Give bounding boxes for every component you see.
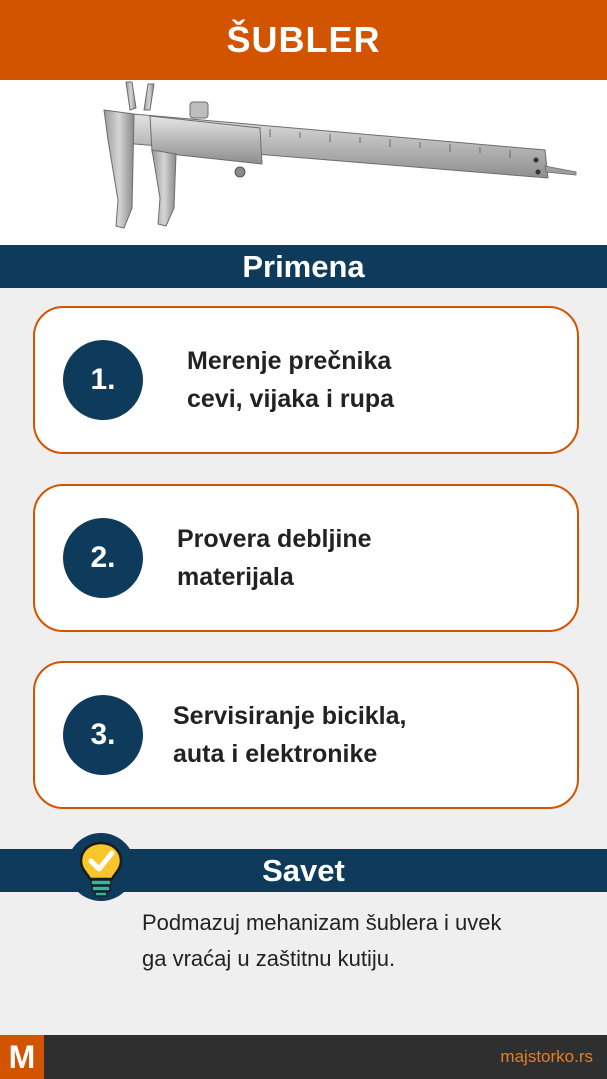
use-card-text — [173, 697, 553, 773]
header-bar — [0, 0, 607, 80]
section-title-primena: Primena — [242, 248, 365, 284]
caliper-illustration — [90, 80, 590, 240]
footer-bar — [0, 1035, 607, 1079]
brand-logo: M — [0, 1035, 44, 1079]
use-card-text — [177, 520, 557, 596]
section-title-savet: Savet — [262, 852, 345, 888]
use-card-line: auta i elektronike — [173, 740, 378, 768]
page-title: ŠUBLER — [226, 19, 381, 60]
use-card-line: Servisiranje bicikla, — [173, 702, 407, 730]
number-badge: 2. — [63, 518, 143, 598]
use-card-2 — [33, 484, 579, 632]
use-card-3 — [33, 661, 579, 809]
use-card-line: Provera debljine — [177, 525, 372, 553]
use-card-text — [187, 342, 567, 418]
number-badge: 1. — [63, 340, 143, 420]
use-card-line: materijala — [177, 563, 294, 591]
tip-line: ga vraćaj u zaštitnu kutiju. — [142, 946, 396, 971]
site-link[interactable]: majstorko.rs — [500, 1047, 593, 1066]
tip-text — [142, 905, 582, 977]
use-card-line: Merenje prečnika — [187, 347, 392, 375]
caliper-image-area — [0, 80, 607, 245]
lightbulb-check-icon — [66, 829, 136, 907]
use-card-1 — [33, 306, 579, 454]
section-band-primena — [0, 245, 607, 288]
number-badge: 3. — [63, 695, 143, 775]
tip-line: Podmazuj mehanizam šublera i uvek — [142, 910, 502, 935]
use-card-line: cevi, vijaka i rupa — [187, 385, 395, 413]
